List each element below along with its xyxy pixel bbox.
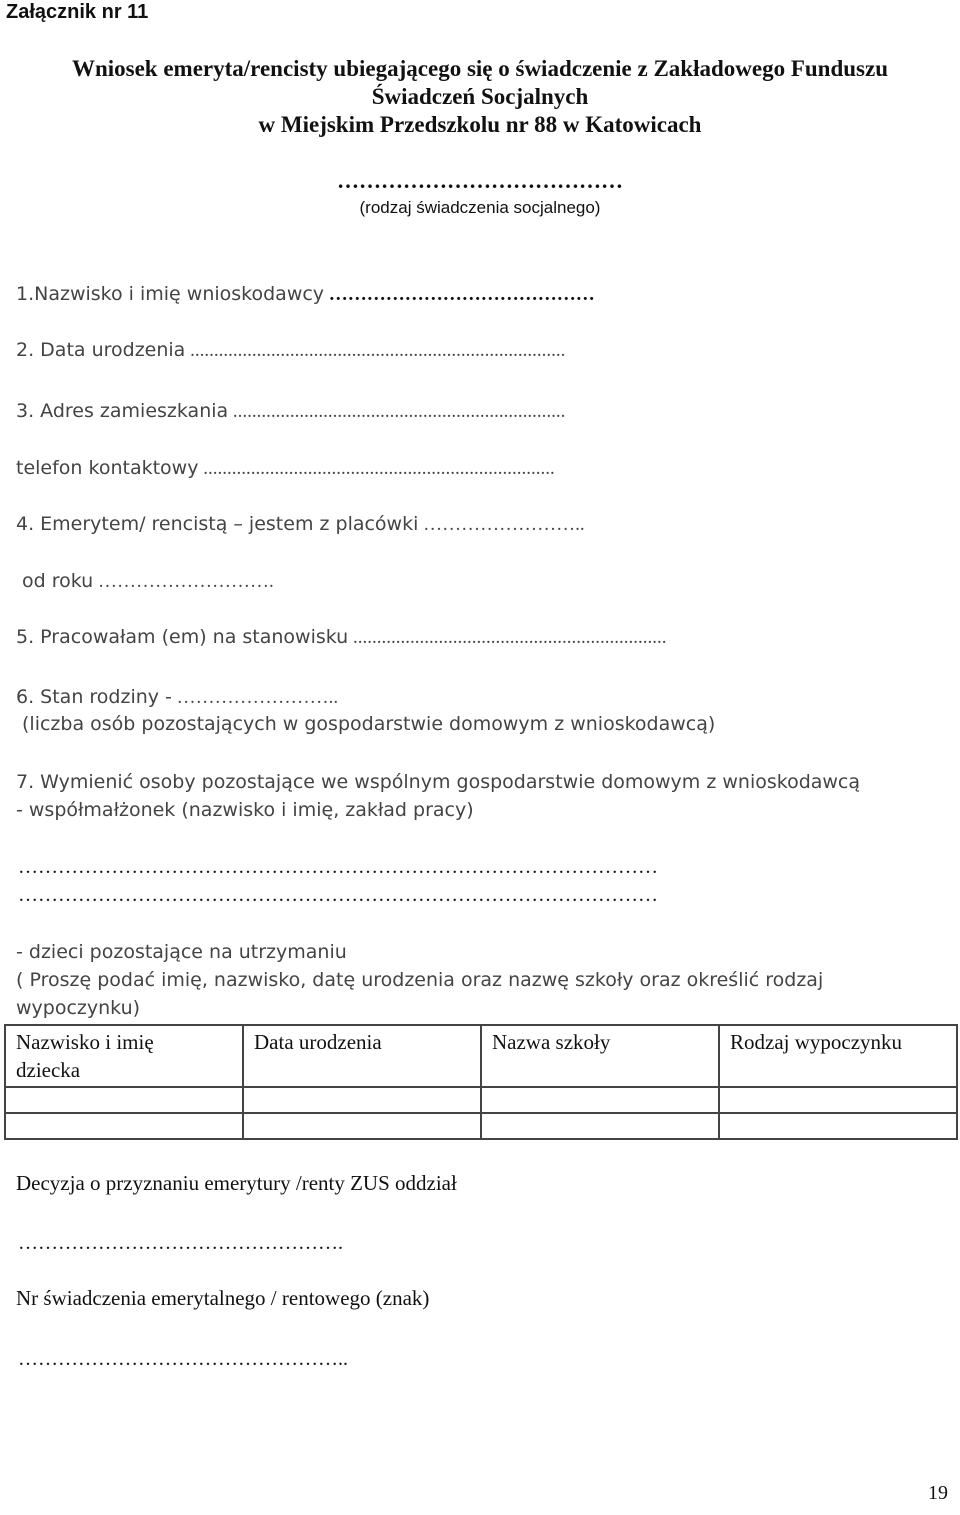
children-note-line-2: wypoczynku): [16, 997, 141, 1019]
table-cell-vacation-type[interactable]: [719, 1113, 957, 1139]
address-row: [16, 400, 565, 423]
family-status-label: 6. Stan rodziny -: [16, 686, 172, 708]
applicant-name-label: 1.Nazwisko i imię wnioskodawcy: [16, 283, 325, 305]
phone-field[interactable]: ..........................................................................: [198, 458, 555, 479]
benefit-type-caption: (rodzaj świadczenia socjalnego): [359, 198, 601, 217]
birth-date-label: 2. Data urodzenia: [16, 339, 186, 361]
household-members-label: 7. Wymienić osoby pozostające we wspólnym gospodarstwie domowym z wnioskodawcą: [16, 771, 861, 793]
birth-date-field[interactable]: ...............................................................................: [185, 340, 566, 361]
birth-date-row: [16, 339, 565, 362]
table-cell-vacation-type[interactable]: [719, 1087, 957, 1113]
table-cell-school-name[interactable]: [481, 1113, 719, 1139]
since-year-row: [22, 570, 274, 593]
table-cell-school-name[interactable]: [481, 1087, 719, 1113]
since-year-label: od roku: [22, 570, 94, 592]
column-header-vacation-type: Rodzaj wypoczynku: [719, 1025, 957, 1087]
retiree-facility-row: [16, 513, 585, 536]
benefit-type-field[interactable]: …………………………………: [337, 168, 623, 193]
applicant-name-field[interactable]: ……………………………………: [324, 284, 595, 305]
benefit-number-label: Nr świadczenia emerytalnego / rentowego (znak): [16, 1286, 430, 1310]
children-table: [4, 1024, 958, 1140]
table-row: [5, 1113, 957, 1139]
column-header-child-name: Nazwisko i imię dziecka: [5, 1025, 243, 1087]
zus-decision-field[interactable]: ………………………………………….: [18, 1232, 343, 1254]
table-cell-birth-date[interactable]: [243, 1087, 481, 1113]
spouse-field-line-1[interactable]: ……………………………………………………………………………………: [18, 856, 658, 878]
spouse-label: - współmałżonek (nazwisko i imię, zakład pracy): [16, 799, 474, 821]
family-status-field[interactable]: ……………………..: [171, 687, 339, 708]
applicant-name-row: [16, 283, 595, 306]
page-number: 19: [928, 1482, 948, 1504]
column-header-birth-date: Data urodzenia: [243, 1025, 481, 1087]
position-field[interactable]: ..................................................................: [348, 627, 667, 648]
document-title-line-2: Świadczeń Socjalnych: [371, 84, 589, 109]
since-year-field[interactable]: ……………………….: [93, 571, 274, 592]
table-cell-child-name[interactable]: [5, 1087, 243, 1113]
address-field[interactable]: ......................................................................: [228, 401, 566, 422]
document-title-line-3: w Miejskim Przedszkolu nr 88 w Katowicach: [258, 112, 702, 137]
column-header-school-name: Nazwa szkoły: [481, 1025, 719, 1087]
attachment-label: Załącznik nr 11: [6, 1, 149, 23]
table-cell-child-name[interactable]: [5, 1113, 243, 1139]
phone-label: telefon kontaktowy: [16, 457, 199, 479]
table-row: [5, 1087, 957, 1113]
address-label: 3. Adres zamieszkania: [16, 400, 229, 422]
retiree-facility-field[interactable]: ……………………..: [418, 514, 585, 535]
children-note-line-1: ( Proszę podać imię, nazwisko, datę urodzenia oraz nazwę szkoły oraz określić rodzaj: [16, 969, 824, 991]
family-status-note: (liczba osób pozostających w gospodarstwie domowym z wnioskodawcą): [22, 713, 716, 735]
spouse-field-line-2[interactable]: ……………………………………………………………………………………: [18, 884, 658, 906]
children-label: - dzieci pozostające na utrzymaniu: [16, 941, 347, 963]
position-row: [16, 626, 666, 649]
zus-decision-label: Decyzja o przyznaniu emerytury /renty ZUS oddział: [16, 1171, 457, 1195]
benefit-number-field[interactable]: …………………………………………..: [18, 1348, 348, 1370]
family-status-row: [16, 686, 338, 709]
retiree-facility-label: 4. Emerytem/ rencistą – jestem z placówki: [16, 513, 419, 535]
position-label: 5. Pracowałam (em) na stanowisku: [16, 626, 349, 648]
document-title-line-1: Wniosek emeryta/rencisty ubiegającego się o świadczenie z Zakładowego Funduszu: [71, 56, 889, 81]
table-cell-birth-date[interactable]: [243, 1113, 481, 1139]
children-table-header-row: [5, 1025, 957, 1087]
phone-row: [16, 457, 555, 480]
